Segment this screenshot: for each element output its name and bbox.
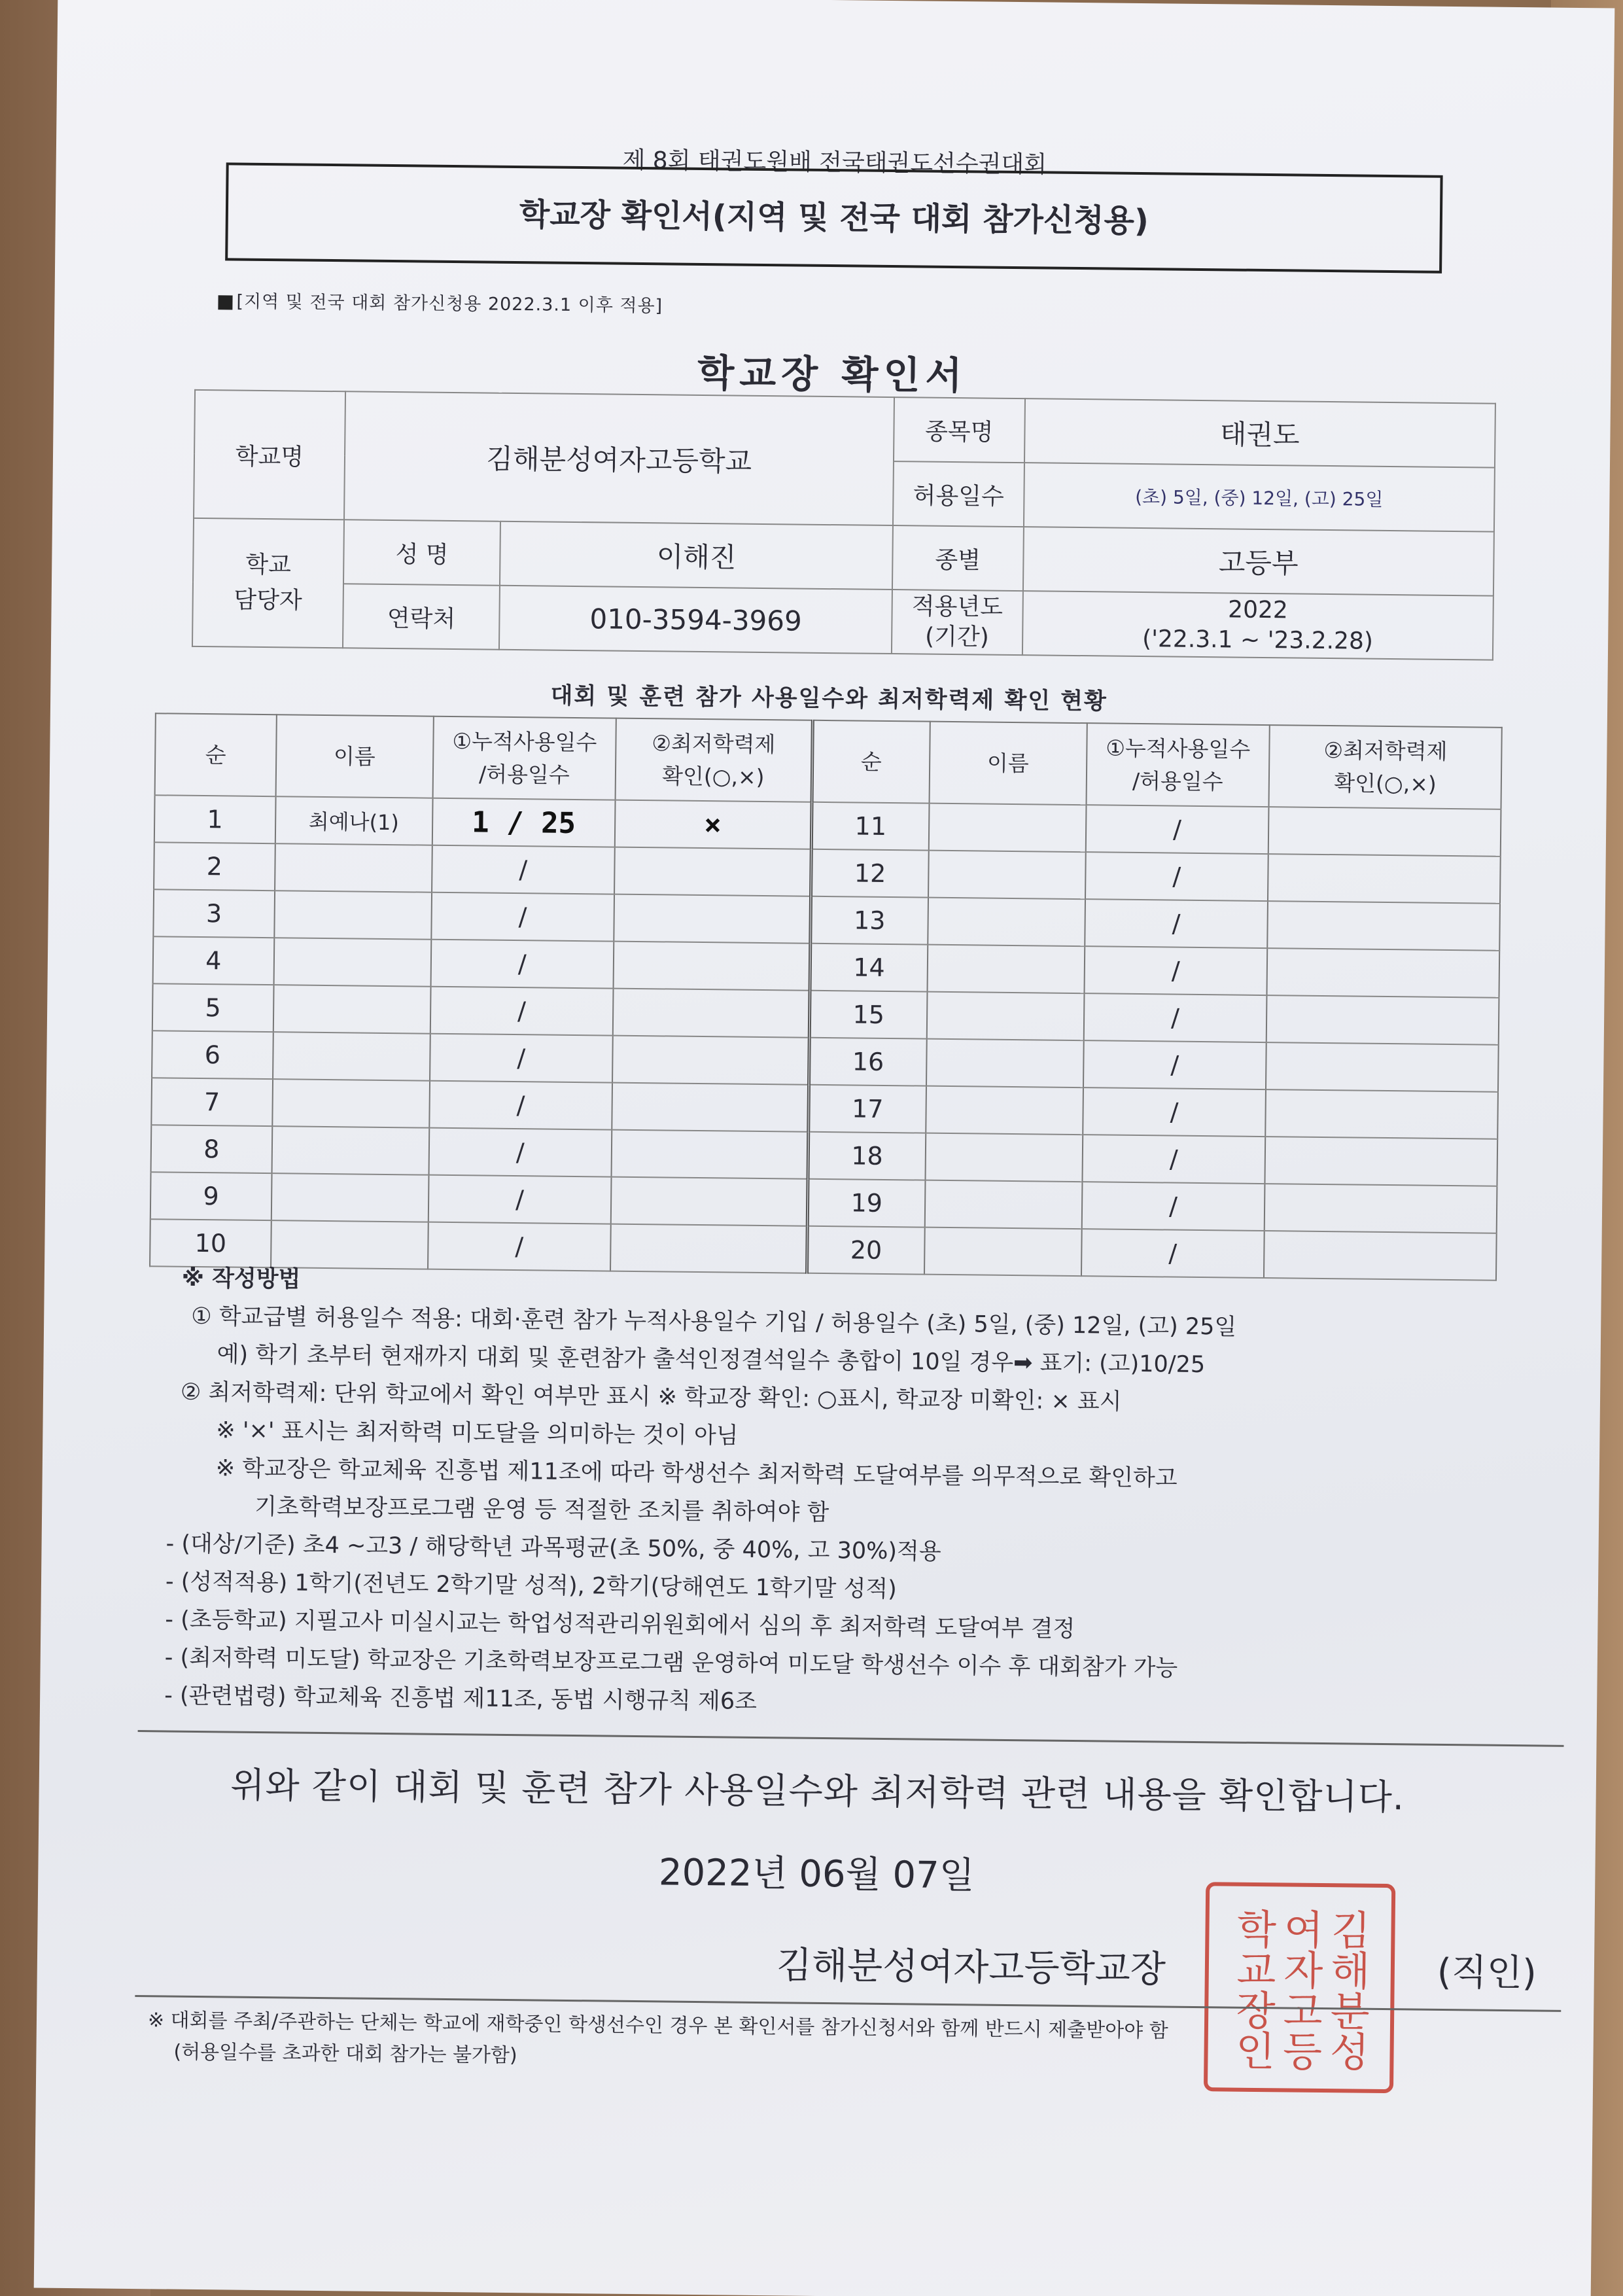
allowed-days-label: 허용일수 <box>893 461 1024 527</box>
document-box-title: 학교장 확인서(지역 및 전국 대회 참가신청용) <box>225 162 1442 273</box>
roster-cell-days: / <box>1085 805 1268 854</box>
footnote-line: ※ 대회를 주최/주관하는 단체는 학교에 재학중인 학생선수인 경우 본 확인서를 참가신청서와 함께 반드시 제출받아야 함 <box>147 2009 1168 2043</box>
contact-person-label: 학교 담당자 <box>192 518 344 648</box>
document-page <box>34 0 1615 2296</box>
roster-cell-days: / <box>1085 899 1268 948</box>
event-title: 제 8회 태권도원배 전국태권도선수권대회 <box>622 147 1047 179</box>
note-item: ② 최저학력제: 단위 학교에서 확인 여부만 표시 ※ 학교장 확인: ○표시, 학교장 미확인: × 표시 <box>180 1379 1122 1415</box>
col-header-no: 순 <box>155 713 277 796</box>
roster-cell-no: 7 <box>151 1078 273 1126</box>
note-item: ① 학교급별 허용일수 적용: 대회·훈련 참가 누적사용일수 기입 / 허용일수 (초) 5일, (중) 12일, (고) 25일 <box>191 1303 1237 1341</box>
name-value: 이해진 <box>500 521 892 590</box>
roster-cell-days: / <box>432 845 615 894</box>
roster-cell-name <box>273 938 430 987</box>
roster-cell-check <box>1268 901 1500 951</box>
roster-cell-check <box>612 1130 808 1179</box>
divider <box>138 1730 1564 1747</box>
roster-cell-days: / <box>1081 1229 1265 1278</box>
col-header-check-2: ②최저학력제 확인(○,×) <box>1269 725 1502 809</box>
roster-cell-check <box>1265 1137 1497 1186</box>
apply-note <box>218 287 663 317</box>
roster-cell-days: / <box>430 1034 613 1083</box>
note-item: - (관련법령) 학교체육 진흥법 제11조, 동법 시행규칙 제6조 <box>164 1682 758 1715</box>
name-label: 성 명 <box>343 520 501 586</box>
principal-signature: 김해분성여자고등학교장 <box>776 1944 1166 1991</box>
roster-cell-check <box>614 847 811 896</box>
roster-cell-no: 11 <box>811 802 930 851</box>
phone-label: 연락처 <box>343 584 500 650</box>
roster-cell-days: / <box>1083 993 1266 1042</box>
roster-cell-no: 3 <box>153 889 275 938</box>
roster-cell-name <box>928 898 1085 947</box>
roster-cell-days: / <box>1085 852 1268 901</box>
writing-instructions <box>151 1259 1562 1729</box>
roster-cell-name <box>274 891 431 940</box>
note-item: 기초학력보장프로그램 운영 등 적절한 조치를 취하여야 함 <box>254 1493 829 1527</box>
allowed-days-value: (초) 5일, (중) 12일, (고) 25일 <box>1024 463 1495 532</box>
note-item: - (대상/기준) 초4 ~고3 / 해당학년 과목평균(초 50%, 중 40%, 고 30%)적용 <box>166 1530 941 1565</box>
confirmation-statement: 위와 같이 대회 및 훈련 참가 사용일수와 최저학력 관련 내용을 확인합니다. <box>230 1764 1405 1818</box>
note-item: 예) 학기 초부터 현재까지 대회 및 훈련참가 출석인정결석일수 총합이 10일 경우➡ 표기: (고)10/25 <box>217 1341 1206 1379</box>
roster-cell-days: / <box>428 1175 611 1224</box>
roster-cell-no: 5 <box>152 983 274 1032</box>
seal-text: 김해분성여자고등학교장인 <box>1228 1907 1372 2072</box>
phone-value: 010-3594-3969 <box>499 586 892 654</box>
school-label: 학교명 <box>194 390 345 520</box>
roster-cell-check: × <box>615 800 811 849</box>
roster-cell-days: / <box>1082 1135 1265 1184</box>
note-item: - (초등학교) 지필고사 미실시교는 학업성적관리위원회에서 심의 후 최저학력 도달여부 결정 <box>165 1606 1075 1643</box>
roster-cell-no: 9 <box>150 1172 272 1220</box>
roster-cell-days: / <box>428 1128 612 1177</box>
roster-body <box>150 795 1501 1280</box>
roster-cell-check <box>614 942 810 991</box>
roster-cell-check <box>1268 854 1500 904</box>
col-header-days-2: ①누적사용일수 /허용일수 <box>1086 723 1270 807</box>
roster-cell-no: 15 <box>809 991 928 1039</box>
note-item: ※ 학교장은 학교체육 진흥법 제11조에 따라 학생선수 최저학력 도달여부를 의무적으로 확인하고 <box>215 1455 1178 1492</box>
roster-cell-days: / <box>1083 1040 1266 1089</box>
main-title: 학교장 확인서 <box>697 350 968 398</box>
school-value: 김해분성여자고등학교 <box>344 391 894 525</box>
roster-cell-name <box>927 992 1084 1041</box>
year-value: 2022 <box>1227 596 1288 624</box>
note-item: - (성적적용) 1학기(전년도 2학기말 성적), 2학기(당해연도 1학기말 성적) <box>165 1568 898 1603</box>
roster-cell-name <box>927 945 1084 994</box>
roster-cell-no: 14 <box>810 944 928 992</box>
period-value: ('22.3.1 ~ '23.2.28) <box>1142 626 1374 655</box>
col-header-name: 이름 <box>275 715 433 798</box>
roster-cell-no: 10 <box>150 1219 271 1267</box>
roster-cell-no: 4 <box>153 936 275 985</box>
roster-cell-days: / <box>429 1081 612 1130</box>
roster-cell-check <box>1265 1089 1497 1139</box>
roster-cell-name <box>271 1126 428 1175</box>
year-cell <box>1022 591 1493 660</box>
roster-cell-check <box>613 989 809 1038</box>
roster-cell-check <box>1267 948 1499 998</box>
roster-cell-no: 17 <box>808 1085 926 1133</box>
roster-table <box>149 713 1503 1281</box>
roster-cell-no: 6 <box>152 1031 273 1079</box>
apply-note-text: [지역 및 전국 대회 참가신청용 2022.3.1 이후 적용] <box>236 291 663 317</box>
roster-cell-name <box>272 1079 429 1128</box>
roster-cell-name <box>926 1086 1083 1135</box>
roster-cell-name <box>271 1173 428 1222</box>
roster-cell-name <box>273 1032 430 1081</box>
roster-cell-check <box>1265 1184 1497 1233</box>
roster-cell-days: 1 / 25 <box>432 798 615 847</box>
col-header-name-2: 이름 <box>929 722 1087 805</box>
roster-cell-days: / <box>1084 946 1267 995</box>
col-header-days: ①누적사용일수 /허용일수 <box>432 716 616 800</box>
roster-cell-name <box>925 1180 1082 1229</box>
roster-cell-name <box>925 1133 1082 1182</box>
roster-cell-check <box>611 1177 807 1226</box>
year-label: 적용년도 (기간) <box>892 590 1023 655</box>
roster-cell-name <box>929 804 1086 853</box>
roster-cell-no: 1 <box>154 795 276 843</box>
roster-cell-no: 19 <box>807 1179 926 1227</box>
footnote-line: (허용일수를 초과한 대회 참가는 불가함) <box>173 2040 517 2068</box>
roster-cell-days: / <box>428 1222 611 1271</box>
roster-cell-check <box>1266 1042 1498 1092</box>
sport-label: 종목명 <box>894 397 1025 463</box>
roster-cell-name <box>273 985 430 1034</box>
roster-cell-days: / <box>430 987 613 1036</box>
roster-cell-name <box>928 851 1085 900</box>
issue-date: 2022년 06월 07일 <box>658 1851 975 1898</box>
roster-cell-days: / <box>1081 1182 1265 1231</box>
col-header-check: ②최저학력제 확인(○,×) <box>616 718 812 802</box>
roster-cell-check <box>612 1083 809 1132</box>
note-item: ※ '×' 표시는 최저학력 미도달을 의미하는 것이 아님 <box>216 1417 739 1449</box>
roster-cell-no: 2 <box>154 842 275 891</box>
roster-cell-name <box>275 843 432 892</box>
roster-cell-name: 최예나(1) <box>275 796 432 845</box>
roster-cell-no: 8 <box>151 1125 273 1173</box>
sport-value: 태권도 <box>1024 398 1495 468</box>
division-label: 종별 <box>892 525 1024 591</box>
roster-cell-days: / <box>431 892 614 942</box>
seal-label: (직인) <box>1437 1951 1537 1995</box>
roster-heading: 대회 및 훈련 참가 사용일수와 최저학력제 확인 현황 <box>550 682 1108 715</box>
roster-cell-no: 16 <box>809 1038 927 1086</box>
roster-cell-check <box>614 894 811 944</box>
note-item: - (최저학력 미도달) 학교장은 기초학력보장프로그램 운영하여 미도달 학생선수 이수 후 대회참가 가능 <box>164 1644 1178 1682</box>
roster-cell-days: / <box>1083 1087 1266 1137</box>
note-heading: ※ 작성방법 <box>181 1265 301 1293</box>
roster-cell-days: / <box>430 940 614 989</box>
square-bullet-icon <box>218 295 232 309</box>
col-header-no-2: 순 <box>812 720 930 804</box>
roster-cell-no: 13 <box>810 896 928 945</box>
roster-cell-no: 18 <box>808 1132 926 1180</box>
roster-cell-check <box>612 1036 809 1085</box>
division-value: 고등부 <box>1023 527 1494 596</box>
roster-cell-check <box>1266 995 1499 1045</box>
roster-cell-name <box>926 1039 1083 1088</box>
roster-cell-check <box>1268 807 1501 857</box>
roster-cell-no: 20 <box>807 1226 925 1275</box>
roster-cell-no: 12 <box>811 849 929 898</box>
school-info-table <box>192 389 1496 661</box>
